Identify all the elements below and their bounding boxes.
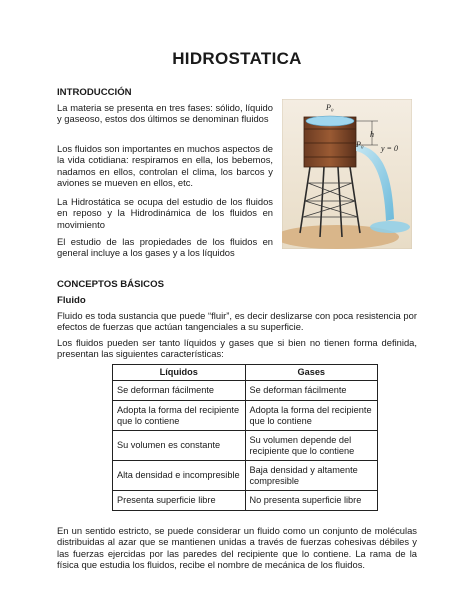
table-row [113, 431, 378, 461]
table-cell: Se deforman fácilmente [113, 381, 246, 401]
header-gases: Gases [245, 365, 378, 381]
closing-paragraph: En un sentido estricto, se puede considerar un fluido como un conjunto de moléculas distribuidas al azar que se mantienen unidas a través de fuerzas cohesivas débiles y las fuerzas ejercidas por las paredes del recipiente que lo contiene. La rama de la física que estudia los fluidos, recibe el nombre de mecánica de los fluidos. [57, 525, 417, 571]
properties-table [112, 364, 378, 511]
conceptos-paragraph-2: Los fluidos pueden ser tanto líquidos y gases que si bien no tienen forma definida, presentan las siguientes características: [57, 337, 417, 360]
intro-paragraph-4: El estudio de las propiedades de los fluidos en general incluye a los gases y a los líquidos [57, 236, 273, 259]
table-row [113, 401, 378, 431]
page-title: HIDROSTATICA [172, 49, 302, 68]
figure-label-h: h [370, 130, 374, 139]
table-cell: Baja densidad y altamente compresible [245, 461, 378, 491]
intro-paragraph-2: Los fluidos son importantes en muchos aspectos de la vida cotidiana: respiramos en ella, los bebemos, nadamos en ellos, controlan el clima, los barcos y aviones se mueven en ellos, etc. [57, 143, 273, 189]
conceptos-paragraph-1: Fluido es toda sustancia que puede “fluir”, es decir deslizarse con poca resistencia por efectos de fuerzas que actúan tangenciales a su superficie. [57, 310, 417, 333]
table-cell: Se deforman fácilmente [245, 381, 378, 401]
water-tower-figure [282, 99, 412, 249]
table-row [113, 381, 378, 401]
table-cell: No presenta superficie libre [245, 491, 378, 511]
conceptos-heading: CONCEPTOS BÁSICOS [57, 279, 164, 290]
figure-label-p0-side: P₀ [356, 140, 364, 149]
table-row [113, 461, 378, 491]
table-cell: Adopta la forma del recipiente que lo contiene [245, 401, 378, 431]
intro-paragraph-1: La materia se presenta en tres fases: sólido, líquido y gaseoso, estos dos últimos se denominan fluidos [57, 102, 273, 125]
table-cell: Adopta la forma del recipiente que lo contiene [113, 401, 246, 431]
fluido-subheading: Fluido [57, 295, 86, 306]
table-cell: Su volumen es constante [113, 431, 246, 461]
table-cell: Alta densidad e incompresible [113, 461, 246, 491]
header-liquidos: Líquidos [113, 365, 246, 381]
intro-paragraph-3: La Hidrostática se ocupa del estudio de los fluidos en reposo y la Hidrodinámica de los fluidos en movimiento [57, 196, 273, 230]
figure-label-y0: y = 0 [381, 144, 398, 153]
table-cell: Su volumen depende del recipiente que lo contiene [245, 431, 378, 461]
table-cell: Presenta superficie libre [113, 491, 246, 511]
table-header-row [113, 365, 378, 381]
figure-label-p0-top: P₀ [326, 103, 334, 112]
table-row [113, 491, 378, 511]
intro-heading: INTRODUCCIÓN [57, 87, 132, 98]
